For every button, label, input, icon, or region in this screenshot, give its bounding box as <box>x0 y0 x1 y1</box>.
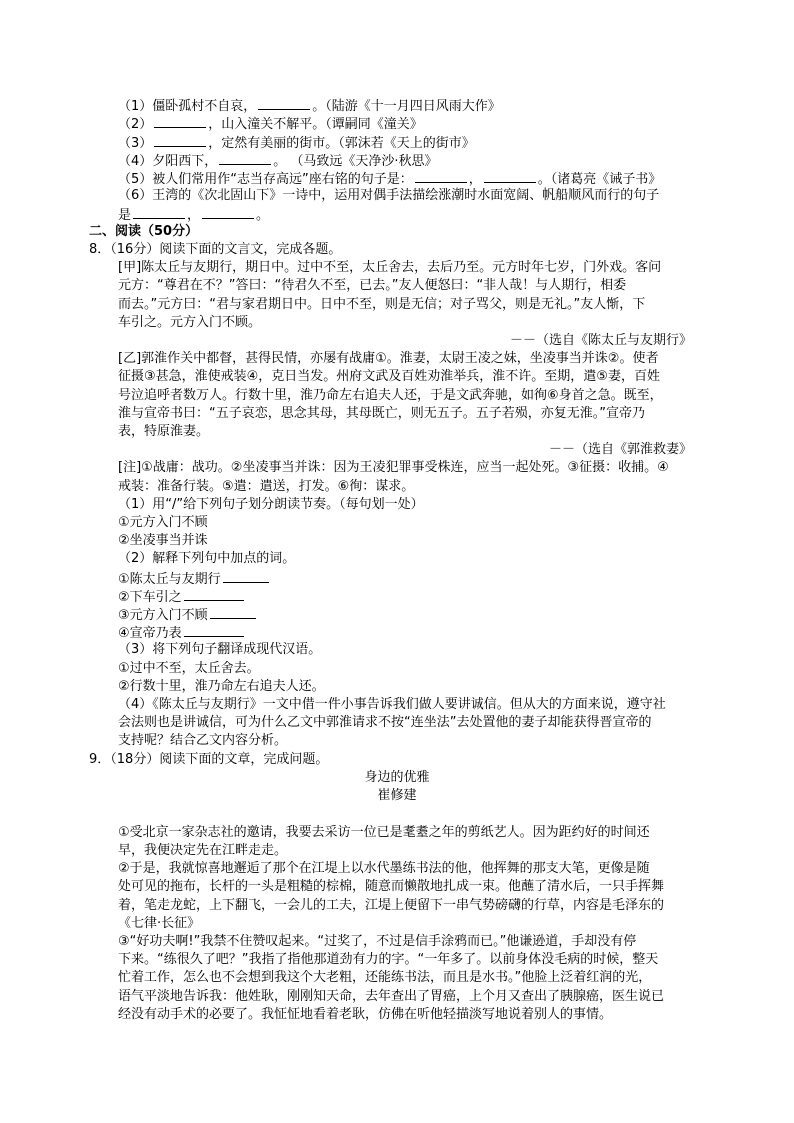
subq-2-item-text: ②下车引之 <box>118 590 182 605</box>
subq-4-line: （4）《陈太丘与友期行》一文中借一件小事告诉我们做人要讲诚信。但从大的方面来说，遵守社 <box>118 697 666 712</box>
article-line: ③“好功夫啊!”我禁不住赞叹起来。“过奖了，不过是信手涂鸦而已。”他谦逊道，手却没有停 <box>118 934 637 949</box>
answer-blank[interactable] <box>184 587 244 601</box>
jia-text-line: 而去。”元方曰：“君与家君期日中。日中不至，则是无信；对子骂父，则是无礼。”友人惭，下 <box>118 297 646 312</box>
subq-1-prompt: （1）用“/”给下列句子划分朗读节奏。（每句划一处） <box>118 497 424 512</box>
answer-blank[interactable] <box>154 133 206 147</box>
q7-line-1-text: （1）僵卧孤村不自哀， <box>118 99 257 114</box>
article-line: ①受北京一家杂志社的邀请，我要去采访一位已是耄耋之年的剪纸艺人。因为距约好的时间还 <box>118 825 650 840</box>
jia-text-line: [甲]陈太丘与友期行，期日中。过中不至，太丘舍去，去后乃至。元方时年七岁，门外戏。客问 <box>118 260 662 275</box>
article-author: 崔修建 <box>377 788 417 803</box>
yi-source: －－（选自《郭淮救妻》 <box>548 442 692 457</box>
q7-line-1-source: 。（陆游《十一月四日风雨大作》 <box>312 99 501 114</box>
answer-blank[interactable] <box>484 169 536 183</box>
q7-line-7 <box>118 205 269 225</box>
subq-2-item <box>118 569 271 589</box>
q7-line-5-source: 。（诸葛亮《诫子书》 <box>537 172 662 187</box>
article-title: 身边的优雅 <box>364 770 430 785</box>
q7-line-1 <box>118 96 501 116</box>
yi-text-line: 号泣追呼者数万人。行数十里，淮乃命左右追夫人还，于是文武奔驰，如徇⑥身首之急。既至， <box>118 388 663 403</box>
q8-intro: 8．（16分）阅读下面的文言文，完成各题。 <box>89 242 342 257</box>
jia-source: －－（选自《陈太丘与友期行》 <box>509 333 692 348</box>
subq-2-item-text: ③元方入门不顾 <box>118 608 208 623</box>
yi-text-line: 征摄③甚急，淮使戒装④，克日当发。州府文武及百姓劝淮举兵，淮不许。至期，遣⑤妻，百姓 <box>118 369 660 384</box>
article-line: 《七律·长征》 <box>118 916 201 931</box>
q7-line-7-text: 是 <box>118 208 132 223</box>
article-line: 下来。“练很久了吧？”我指了指他那道劲有力的字。“一年多了。以前身体没毛病的时候，整天 <box>118 952 659 967</box>
answer-blank[interactable] <box>154 114 206 128</box>
q7-line-3-text: ，定然有美丽的街市。（郭沫若《天上的街市》 <box>208 136 475 151</box>
article-line: 着，笔走龙蛇，上下翻飞，一会儿的工夫，江堤上便留下一串气势磅礴的行草，内容是毛泽东的 <box>118 898 665 913</box>
article-line: 经没有动手术的必要了。我怔怔地看着老耿，仿佛在听他轻描淡写地说着别人的事情。 <box>118 1007 613 1022</box>
article-line: ②于是，我就惊喜地邂逅了那个在江堤上以水代墨练书法的他，他挥舞的那支大笔，更像是随 <box>118 861 650 876</box>
period: 。 <box>256 208 270 223</box>
jia-text-line: 元方：“尊君在不？”答曰：“待君久不至，已去。”友人便怒曰：“非人哉！与人期行，相委 <box>118 278 627 293</box>
subq-2-item <box>118 605 258 625</box>
subq-2-item <box>118 587 246 607</box>
yi-text-line: 淮与宣帝书曰：“五子哀恋，思念其母，其母既亡，则无五子。五子若殒，亦复无淮。”宣帝乃 <box>118 406 645 421</box>
answer-blank[interactable] <box>184 623 244 637</box>
subq-4-line: 支持呢？结合乙文内容分析。 <box>118 733 288 748</box>
answer-blank[interactable] <box>258 96 310 110</box>
notes-line: [注]①战庸：战功。②坐凌事当并诛：因为王凌犯罪事受株连，应当一起处死。③征摄：收捕。④ <box>118 460 669 475</box>
q7-line-2-num: （2） <box>118 117 153 132</box>
answer-blank[interactable] <box>223 569 269 583</box>
notes-line: 戒装：准备行装。⑤遣：遣送，打发。⑥徇：谋求。 <box>118 479 415 494</box>
jia-text-line: 车引之。元方入门不顾。 <box>118 315 262 330</box>
q7-line-6: （6）王湾的《次北固山下》一诗中，运用对偶手法描绘涨潮时水面宽阔、帆船顺风而行的句子 <box>118 188 660 203</box>
q7-line-2-text: ，山入潼关不解平。（谭嗣同《潼关》 <box>208 117 423 132</box>
q7-line-4 <box>118 151 438 171</box>
section-heading: 二、阅读（50分） <box>89 224 199 239</box>
subq-2-item-text: ①陈太丘与友期行 <box>118 572 221 587</box>
subq-3-prompt: （3）将下列句子翻译成现代汉语。 <box>118 642 322 657</box>
q7-line-4-text: （4）夕阳西下， <box>118 154 218 169</box>
q7-line-3-num: （3） <box>118 136 153 151</box>
subq-1-item: ①元方入门不顾 <box>118 515 208 530</box>
article-line: 语气平淡地告诉我：他姓耿，刚刚知天命，去年查出了胃癌，上个月又查出了胰腺癌，医生说已 <box>118 989 665 1004</box>
q7-line-4-source: 。 （马致远《天净沙·秋思》 <box>273 154 438 169</box>
subq-2-item-text: ④宣帝乃表 <box>118 626 182 641</box>
answer-blank[interactable] <box>219 151 271 165</box>
subq-3-item: ②行数十里，淮乃命左右追夫人还。 <box>118 679 325 694</box>
subq-3-item: ①过中不至，太丘舍去。 <box>118 661 260 676</box>
answer-blank[interactable] <box>415 169 467 183</box>
article-line: 忙着工作，怎么也不会想到我这个大老粗，还能练书法，而且是水书。”他脸上泛着红润的光， <box>118 970 652 985</box>
q7-line-5 <box>118 169 661 189</box>
subq-4-line: 会法则也是讲诚信，可为什么乙文中郭淮请求不按“连坐法”去处置他的妻子却能获得晋宣帝的 <box>118 715 652 730</box>
q7-line-5-text: （5）被人们常用作“志当存高远”座右铭的句子是： <box>118 172 413 187</box>
answer-blank[interactable] <box>133 205 185 219</box>
yi-text-line: 表，特原淮妻。 <box>118 424 210 439</box>
q7-line-2 <box>118 114 423 134</box>
answer-blank[interactable] <box>202 205 254 219</box>
comma: ， <box>468 172 482 187</box>
article-line: 早，我便决定先在江畔走走。 <box>118 843 288 858</box>
article-line: 处可见的拖布，长杆的一头是粗糙的棕棉，随意而懒散地扎成一束。他蘸了清水后，一只手挥舞 <box>118 879 665 894</box>
answer-blank[interactable] <box>210 605 256 619</box>
comma: ， <box>187 208 201 223</box>
yi-text-line: [乙]郭淮作关中都督，甚得民情，亦屡有战庸①。淮妻，太尉王凌之妹，坐凌事当并诛②。使者 <box>118 351 659 366</box>
subq-2-item <box>118 623 246 643</box>
q9-intro: 9．（18分）阅读下面的文章，完成问题。 <box>89 752 329 767</box>
q7-line-3 <box>118 133 475 153</box>
subq-2-prompt: （2）解释下列句中加点的词。 <box>118 551 296 566</box>
subq-1-item: ②坐凌事当并诛 <box>118 533 208 548</box>
